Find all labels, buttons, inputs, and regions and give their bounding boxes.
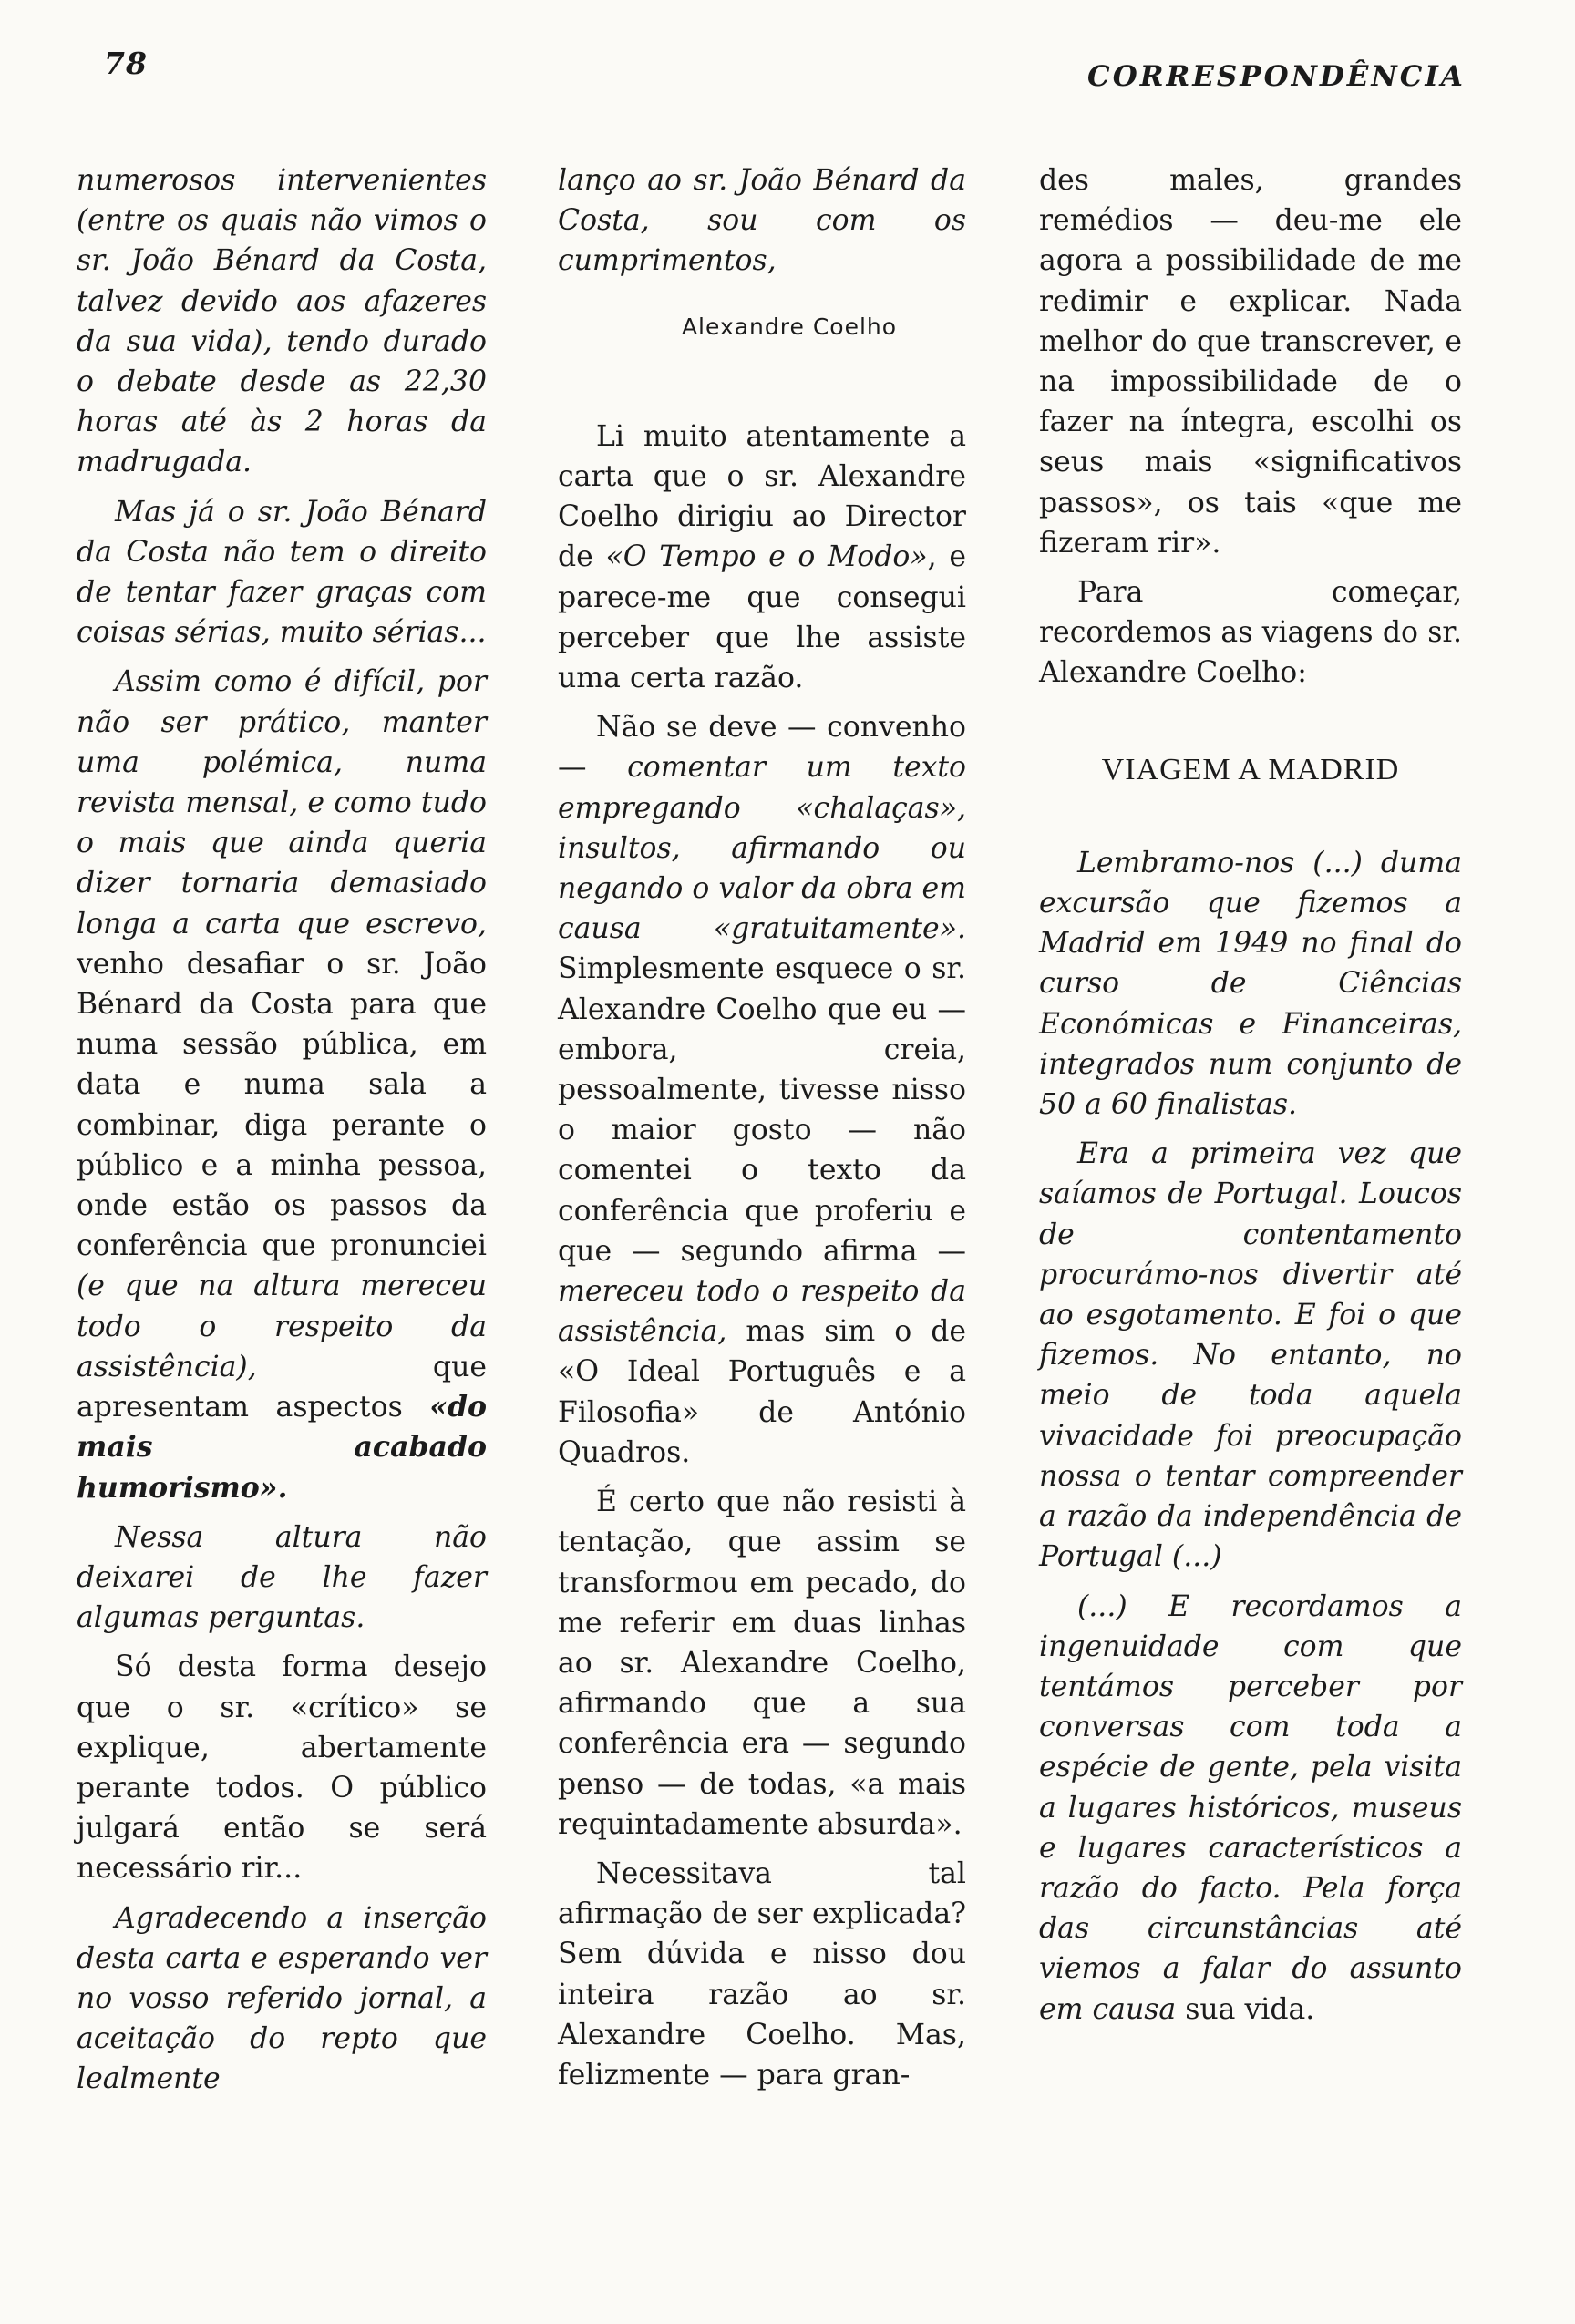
roman-text: , e parece-me que consegui perceber que lhe assiste uma certa razão. xyxy=(558,540,966,695)
paragraph xyxy=(558,707,966,1473)
paragraph: Lembramo-nos (...) duma excursão que fizemos a Madrid em 1949 no final do curso de Ciências Económicas e Financeiras, integrados num conjunto de 50 a 60 finalistas. xyxy=(1039,846,1462,1122)
bold-italic-text: «do mais acabado humorismo». xyxy=(77,1390,487,1505)
paragraph xyxy=(77,662,487,1507)
paragraph: Era a primeira vez que saíamos de Portugal. Loucos de contentamento procurámo-nos divertir até ao esgotamento. E foi o que fizemos. No entanto, no meio de toda aquela vivacidade foi preocupação nossa o tentar compreender a razão da independência de Portugal (...) xyxy=(1039,1137,1462,1574)
italic-text: Assim como é difícil, por não ser prático, manter uma polémica, numa revista mensal, e como tudo o mais que ainda queria dizer tornaria demasiado longa a carta que escrevo, xyxy=(77,665,487,941)
paragraph: numerosos intervenientes (entre os quais não vimos o sr. João Bénard da Costa, talvez devido aos afazeres da sua vida), tendo durado o debate desde as 22,30 horas até às 2 horas da madrugada. xyxy=(77,164,487,479)
roman-text: Não se deve — convenho — xyxy=(558,711,966,785)
paragraph xyxy=(1039,1587,1462,2030)
signature: Alexandre Coelho xyxy=(681,313,898,340)
paragraph: lanço ao sr. João Bénard da Costa, sou com os cumprimentos, xyxy=(558,164,966,278)
paragraph: Só desta forma desejo que o sr. «crítico» se explique, abertamente perante todos. O público julgará então se será necessário rir... xyxy=(77,1650,487,1886)
paragraph: Mas já o sr. João Bénard da Costa não tem o direito de tentar fazer graças com coisas sérias, muito sérias... xyxy=(77,495,487,650)
roman-text: venho desafiar o sr. João Bénard da Costa para que numa sessão pública, em data e numa sala a combinar, diga perante o público e a minha pessoa, onde estão os passos da conferência que pronunciei xyxy=(77,947,487,1263)
column-left xyxy=(77,160,487,2109)
column-middle xyxy=(558,160,966,2104)
paragraph: Necessitava tal afirmação de ser explicada? Sem dúvida e nisso dou inteira razão ao sr. Alexandre Coelho. Mas, felizmente — para gran- xyxy=(558,1856,966,2092)
italic-text: «O Tempo e o Modo» xyxy=(605,540,928,574)
paragraph xyxy=(558,416,966,698)
paragraph: Nessa altura não deixarei de lhe fazer algumas perguntas. xyxy=(77,1520,487,1635)
italic-text: (e que na altura mereceu todo o respeito da assistência), xyxy=(77,1270,487,1383)
roman-text: Li muito atentamente a carta que o sr. Alexandre Coelho dirigiu ao Director de xyxy=(558,419,966,574)
italic-text: mereceu todo o respeito da assistência, xyxy=(558,1275,966,1349)
italic-text: comentar um texto empregando «chalaças», insultos, afirmando ou negando o valor da obra em causa «gratuitamente». xyxy=(558,751,967,946)
roman-text: Simplesmente esquece o sr. Alexandre Coelho que eu — embora, creia, pessoalmente, tivesse nisso o maior gosto — não comentei o texto da conferência que proferiu e que — segundo afirma — xyxy=(558,952,966,1268)
page-number: 78 xyxy=(104,46,148,81)
section-heading: VIAGEM A MADRID xyxy=(1101,752,1400,787)
roman-text: sua vida. xyxy=(1176,1992,1315,2026)
paragraph: des males, grandes remédios — deu-me ele agora a possibilidade de me redimir e explicar. Nada melhor do que transcrever, e na impossibilidade de o fazer na íntegra, escolhi os seus mais «significativos passos», os tais «que me fizeram rir». xyxy=(1039,164,1462,560)
italic-text: (...) E recordamos a ingenuidade com que tentámos perceber por conversas com toda a espécie de gente, pela visita a lugares históricos, museus e lugares característicos a razão do facto. Pela força das circunstâncias até viemos a falar do assunto em causa xyxy=(1039,1589,1462,2026)
paragraph: É certo que não resisti à tentação, que assim se transformou em pecado, do me referir em duas linhas ao sr. Alexandre Coelho, afirmando que a sua conferência era — segundo penso — de todas, «a mais requintadamente absurda». xyxy=(558,1486,966,1841)
paragraph: Para começar, recordemos as viagens do sr. Alexandre Coelho: xyxy=(1039,576,1462,690)
paragraph: Agradecendo a inserção desta carta e esperando ver no vosso referido jornal, a aceitação do repto que lealmente xyxy=(77,1901,487,2096)
running-header: CORRESPONDÊNCIA xyxy=(1087,60,1466,93)
column-right xyxy=(1039,160,1462,2039)
roman-text: que apresentam aspectos xyxy=(77,1350,487,1424)
roman-text: mas sim o de «O Ideal Português e a Filosofia» de António Quadros. xyxy=(558,1315,966,1469)
